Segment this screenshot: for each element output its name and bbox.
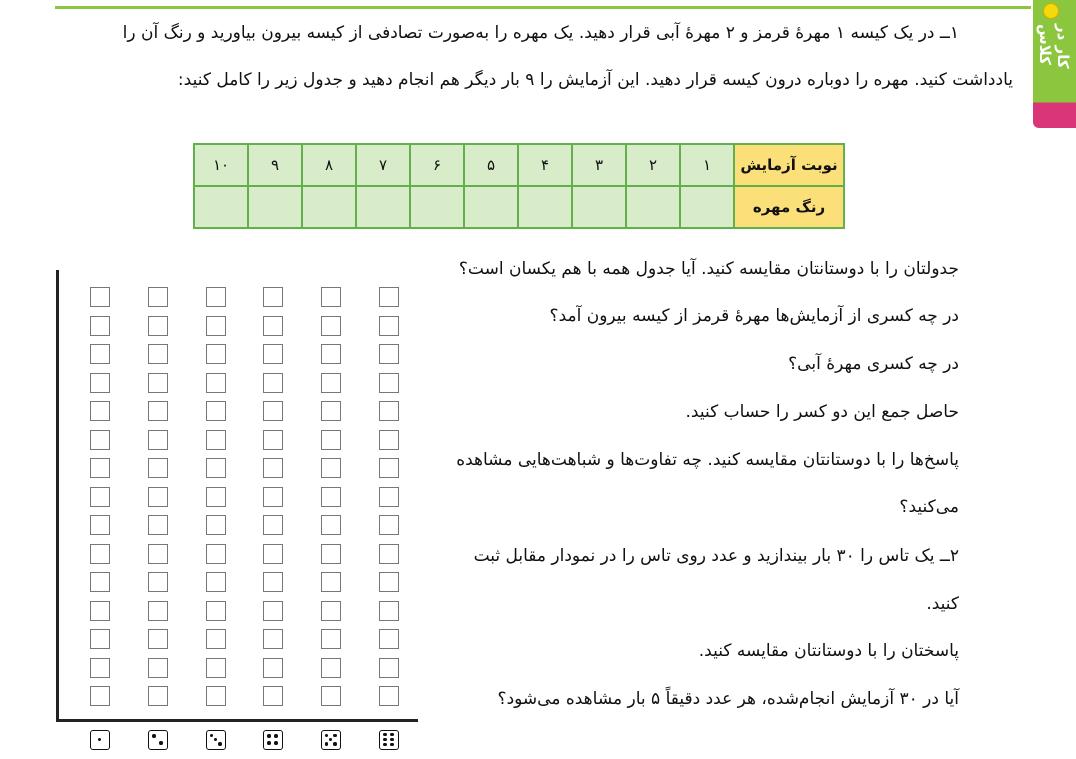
tally-box[interactable] bbox=[379, 572, 399, 592]
tally-box[interactable] bbox=[321, 344, 341, 364]
tally-box[interactable] bbox=[321, 629, 341, 649]
tally-box[interactable] bbox=[90, 487, 110, 507]
tally-box[interactable] bbox=[321, 544, 341, 564]
tally-column-face-5 bbox=[321, 287, 345, 715]
tally-box[interactable] bbox=[90, 515, 110, 535]
tally-box[interactable] bbox=[263, 287, 283, 307]
bead-color-cell[interactable] bbox=[518, 186, 572, 228]
tally-box[interactable] bbox=[263, 430, 283, 450]
tally-box[interactable] bbox=[148, 401, 168, 421]
tally-box[interactable] bbox=[379, 373, 399, 393]
die-pip bbox=[383, 738, 387, 742]
die-pip bbox=[325, 734, 329, 738]
tally-box[interactable] bbox=[90, 544, 110, 564]
tally-column-face-4 bbox=[263, 287, 287, 715]
tally-box[interactable] bbox=[379, 629, 399, 649]
die-pip bbox=[274, 741, 278, 745]
trial-number-cell: ۶ bbox=[410, 144, 464, 186]
die-face-4-icon bbox=[263, 730, 283, 750]
tally-box[interactable] bbox=[263, 601, 283, 621]
tally-box[interactable] bbox=[148, 686, 168, 706]
activity-2-question-exact-five: آیا در ۳۰ آزمایش انجام‌شده، هر عدد دقیقاً ۵ بار مشاهده می‌شود؟ bbox=[497, 689, 959, 709]
tally-box[interactable] bbox=[148, 629, 168, 649]
tally-box[interactable] bbox=[379, 544, 399, 564]
trial-number-row bbox=[194, 144, 844, 186]
tally-box[interactable] bbox=[206, 458, 226, 478]
die-pip bbox=[210, 734, 214, 738]
trial-number-cell: ۷ bbox=[356, 144, 410, 186]
tally-box[interactable] bbox=[263, 658, 283, 678]
tally-box[interactable] bbox=[90, 344, 110, 364]
bead-color-cell[interactable] bbox=[572, 186, 626, 228]
top-rule bbox=[55, 6, 1031, 9]
tally-box[interactable] bbox=[90, 601, 110, 621]
tally-box[interactable] bbox=[379, 515, 399, 535]
tally-box[interactable] bbox=[379, 316, 399, 336]
tally-box[interactable] bbox=[148, 287, 168, 307]
tally-box[interactable] bbox=[148, 430, 168, 450]
tally-box[interactable] bbox=[321, 658, 341, 678]
question-compare-answers-line-2: می‌کنید؟ bbox=[899, 497, 959, 517]
tally-box[interactable] bbox=[206, 373, 226, 393]
trial-number-cell: ۵ bbox=[464, 144, 518, 186]
tally-box[interactable] bbox=[263, 629, 283, 649]
tally-box[interactable] bbox=[321, 601, 341, 621]
tally-box[interactable] bbox=[206, 572, 226, 592]
tally-box[interactable] bbox=[148, 572, 168, 592]
die-pip bbox=[267, 741, 271, 745]
tally-box[interactable] bbox=[321, 373, 341, 393]
tally-box[interactable] bbox=[90, 629, 110, 649]
bead-color-header: رنگ مهره bbox=[734, 186, 844, 228]
tally-box[interactable] bbox=[206, 316, 226, 336]
tally-box[interactable] bbox=[379, 658, 399, 678]
tally-box[interactable] bbox=[148, 487, 168, 507]
die-face-1-icon bbox=[90, 730, 110, 750]
die-pip bbox=[274, 734, 278, 738]
bullet-icon bbox=[1043, 3, 1059, 19]
tally-box[interactable] bbox=[379, 686, 399, 706]
trial-number-cell: ۱ bbox=[680, 144, 734, 186]
activity-2-line-2: کنید. bbox=[926, 594, 959, 614]
tally-column-face-6 bbox=[379, 287, 403, 715]
tally-box[interactable] bbox=[148, 458, 168, 478]
tally-box[interactable] bbox=[90, 430, 110, 450]
trial-number-cell: ۸ bbox=[302, 144, 356, 186]
section-tab-label: کار در کلاس bbox=[1036, 24, 1072, 69]
trial-number-cell: ۲ bbox=[626, 144, 680, 186]
tally-box[interactable] bbox=[148, 344, 168, 364]
trial-number-cell: ۱۰ bbox=[194, 144, 248, 186]
trial-number-cell: ۴ bbox=[518, 144, 572, 186]
die-pip bbox=[267, 734, 271, 738]
tally-box[interactable] bbox=[263, 316, 283, 336]
tally-box[interactable] bbox=[321, 572, 341, 592]
activity-2-line-1: ۲ــ یک تاس را ۳۰ بار بیندازید و عدد روی تاس را در نمودار مقابل ثبت bbox=[473, 546, 959, 566]
bead-color-cell[interactable] bbox=[194, 186, 248, 228]
tally-box[interactable] bbox=[148, 316, 168, 336]
tally-box[interactable] bbox=[379, 401, 399, 421]
tally-box[interactable] bbox=[206, 515, 226, 535]
tally-box[interactable] bbox=[379, 487, 399, 507]
tally-box[interactable] bbox=[263, 458, 283, 478]
tally-box[interactable] bbox=[379, 287, 399, 307]
die-pip bbox=[325, 742, 329, 746]
die-pip bbox=[383, 733, 387, 737]
activity-1-line-1: ۱ــ در یک کیسه ۱ مهرهٔ قرمز و ۲ مهرهٔ آبی قرار دهید. یک مهره را به‌صورت تصادفی از کیسه بیرون بیاورید و رنگ آن را bbox=[122, 23, 959, 43]
tally-box[interactable] bbox=[206, 686, 226, 706]
tally-box[interactable] bbox=[206, 287, 226, 307]
tally-box[interactable] bbox=[379, 458, 399, 478]
tally-box[interactable] bbox=[263, 515, 283, 535]
trial-number-cell: ۹ bbox=[248, 144, 302, 186]
activity-2-question-compare: پاسختان را با دوستانتان مقایسه کنید. bbox=[698, 641, 959, 661]
tally-box[interactable] bbox=[90, 287, 110, 307]
tally-box[interactable] bbox=[90, 572, 110, 592]
question-compare-answers-line-1: پاسخ‌ها را با دوستانتان مقایسه کنید. چه تفاوت‌ها و شباهت‌هایی مشاهده bbox=[456, 450, 959, 470]
die-face-6-icon bbox=[379, 730, 399, 750]
bead-color-cell[interactable] bbox=[626, 186, 680, 228]
tally-box[interactable] bbox=[148, 544, 168, 564]
bead-color-cell[interactable] bbox=[410, 186, 464, 228]
tally-column-face-2 bbox=[148, 287, 172, 715]
die-face-2-icon bbox=[148, 730, 168, 750]
tally-box[interactable] bbox=[321, 316, 341, 336]
question-blue-fraction: در چه کسری مهرهٔ آبی؟ bbox=[788, 354, 959, 374]
die-pip bbox=[390, 743, 394, 747]
tally-box[interactable] bbox=[206, 658, 226, 678]
die-pip bbox=[214, 738, 218, 742]
tally-box[interactable] bbox=[321, 430, 341, 450]
tally-box[interactable] bbox=[321, 287, 341, 307]
die-pip bbox=[159, 741, 163, 745]
tally-box[interactable] bbox=[90, 316, 110, 336]
tally-box[interactable] bbox=[263, 686, 283, 706]
tally-box[interactable] bbox=[90, 686, 110, 706]
tally-box[interactable] bbox=[148, 515, 168, 535]
trial-number-cell: ۳ bbox=[572, 144, 626, 186]
tally-box[interactable] bbox=[379, 430, 399, 450]
bead-color-cell[interactable] bbox=[356, 186, 410, 228]
bead-color-cell[interactable] bbox=[464, 186, 518, 228]
trial-table bbox=[193, 143, 845, 229]
die-face-3-icon bbox=[206, 730, 226, 750]
tally-box[interactable] bbox=[321, 458, 341, 478]
tally-box[interactable] bbox=[379, 601, 399, 621]
die-face-5-icon bbox=[321, 730, 341, 750]
tally-box[interactable] bbox=[148, 373, 168, 393]
bead-color-cell[interactable] bbox=[302, 186, 356, 228]
die-pip bbox=[329, 738, 333, 742]
die-pip bbox=[98, 738, 102, 742]
tally-box[interactable] bbox=[206, 601, 226, 621]
section-tab bbox=[1033, 0, 1076, 128]
die-pip bbox=[390, 733, 394, 737]
trial-number-header: نوبت آزمایش bbox=[734, 144, 844, 186]
tally-box[interactable] bbox=[263, 544, 283, 564]
tally-box[interactable] bbox=[148, 658, 168, 678]
tally-box[interactable] bbox=[263, 401, 283, 421]
tally-box[interactable] bbox=[90, 401, 110, 421]
die-pip bbox=[218, 742, 222, 746]
bead-color-cell[interactable] bbox=[248, 186, 302, 228]
tally-chart-x-axis bbox=[56, 719, 418, 722]
tally-box[interactable] bbox=[263, 373, 283, 393]
tally-column-face-1 bbox=[90, 287, 114, 715]
die-pip bbox=[152, 734, 156, 738]
tally-box[interactable] bbox=[90, 658, 110, 678]
tally-box[interactable] bbox=[263, 344, 283, 364]
tally-box[interactable] bbox=[90, 458, 110, 478]
tally-box[interactable] bbox=[321, 487, 341, 507]
die-pip bbox=[390, 738, 394, 742]
question-red-fraction: در چه کسری از آزمایش‌ها مهرهٔ قرمز از کیسه بیرون آمد؟ bbox=[549, 306, 959, 326]
tally-box[interactable] bbox=[321, 401, 341, 421]
tally-box[interactable] bbox=[90, 373, 110, 393]
tally-box[interactable] bbox=[263, 572, 283, 592]
tally-box[interactable] bbox=[206, 401, 226, 421]
die-pip bbox=[333, 742, 337, 746]
tally-box[interactable] bbox=[206, 629, 226, 649]
tally-box[interactable] bbox=[321, 515, 341, 535]
question-sum-fractions: حاصل جمع این دو کسر را حساب کنید. bbox=[685, 402, 959, 422]
tally-box[interactable] bbox=[148, 601, 168, 621]
tally-box[interactable] bbox=[206, 344, 226, 364]
tally-box[interactable] bbox=[379, 344, 399, 364]
tally-box[interactable] bbox=[321, 686, 341, 706]
die-pip bbox=[383, 743, 387, 747]
question-compare-tables: جدولتان را با دوستانتان مقایسه کنید. آیا جدول همه با هم یکسان است؟ bbox=[458, 259, 959, 279]
tally-box[interactable] bbox=[263, 487, 283, 507]
tally-chart-y-axis bbox=[56, 270, 59, 722]
tally-column-face-3 bbox=[206, 287, 230, 715]
bead-color-row bbox=[194, 186, 844, 228]
bead-color-cell[interactable] bbox=[680, 186, 734, 228]
tally-box[interactable] bbox=[206, 487, 226, 507]
activity-1-line-2: یادداشت کنید. مهره را دوباره درون کیسه قرار دهید. این آزمایش را ۹ بار دیگر هم انجام دهید و جدول زیر را کامل کنید: bbox=[177, 70, 1013, 90]
tally-box[interactable] bbox=[206, 544, 226, 564]
tally-box[interactable] bbox=[206, 430, 226, 450]
die-pip bbox=[333, 734, 337, 738]
